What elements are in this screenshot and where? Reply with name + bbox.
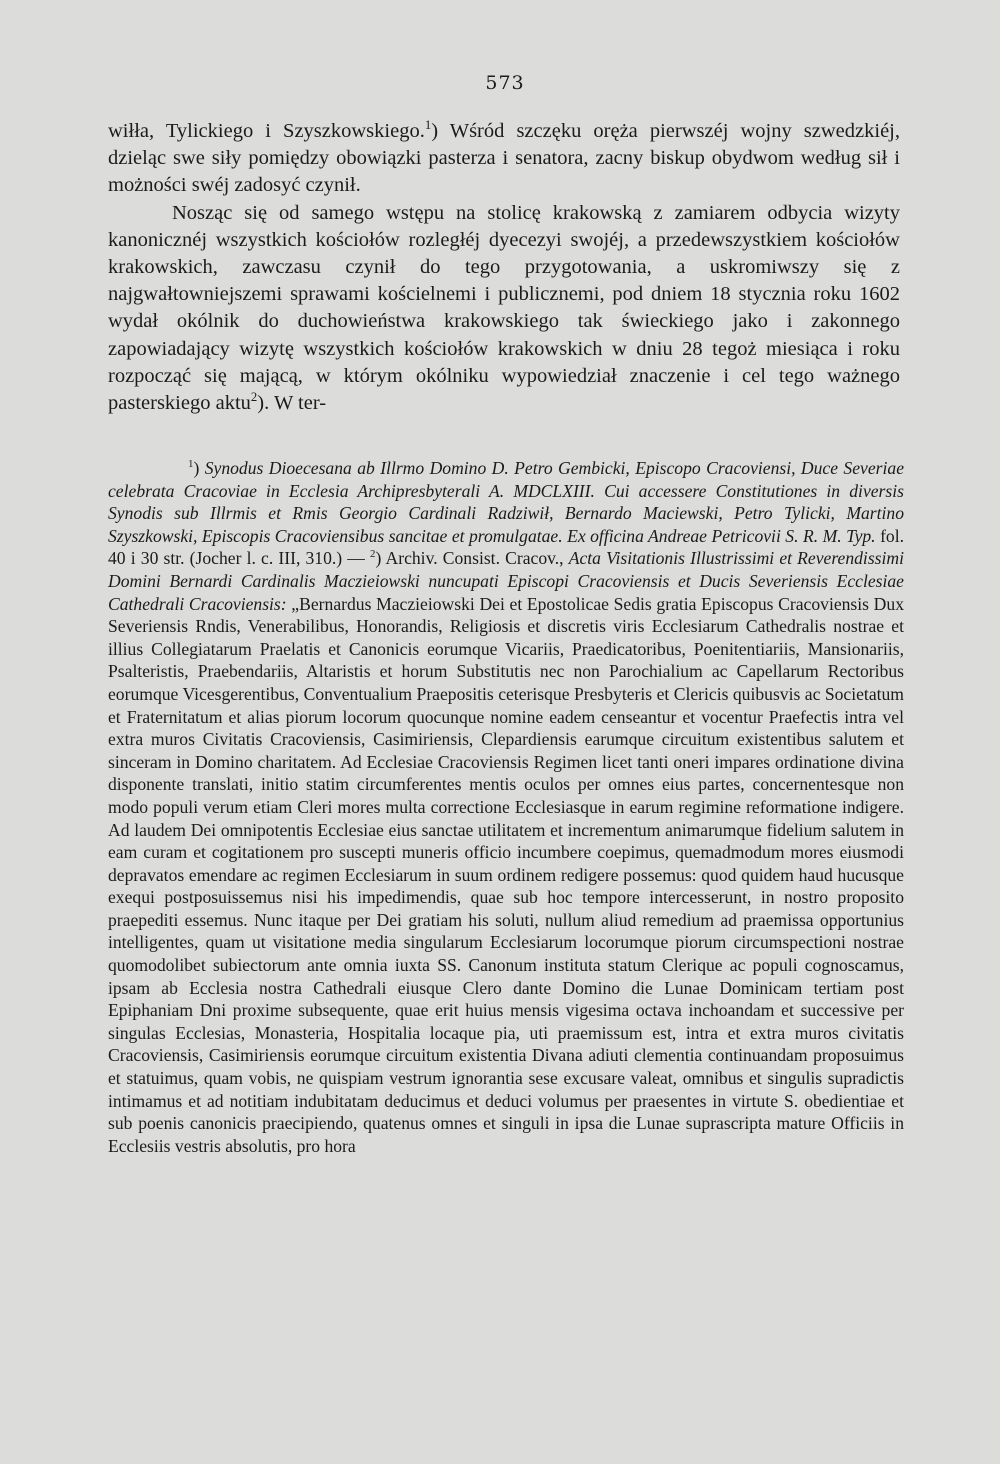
paragraph-1-text-a: wiłła, Tylickiego i Szyszkowskiego. <box>108 120 425 142</box>
footnote-2-marker: 2 <box>370 548 376 561</box>
main-text <box>108 118 900 417</box>
footnote-2-title: Acta Visitationis Illustrissimi et Reverendissimi Domini Bernardi Cardinalis Maczieiowski nuncupati Episcopi Cracoviensis et Ducis Severiensis Ecclesiae Cathedrali Cracoviensis: <box>108 548 904 614</box>
paragraph-1-text-b: ) Wśród szczęku oręża pierwszéj wojny szwedzkiéj, dzieląc swe siły pomiędzy obowiązki pasterza i senatora, zacny biskup obydwom według sił i możności swéj zadosyć czynił. <box>108 120 900 197</box>
footnote-1-rest: fol. 40 i 30 str. (Jocher l. c. III, 310.) — <box>108 525 905 569</box>
footnote-block: $^1$) Synodus Dioecesana ab Illrmo Domino D. Petro Gembicki, Episcopo Cracoviensi, Duce Severiae celebrata Cracoviae in Ecclesia Archipresbyterali A. MDCLXIII. Cui accessere Constitutiones in diversis Synodis sub Illrmis et Rmis Georgio Cardinali Radziwił, Bernardo Maciewski, Petro Tylicki, Martino Szyszkowski, Episcopis Cracoviensibus sancitae et promulgatae. Ex officina Andreae Petricovii S. R. M. Typ. fol. 40 i 30 str. (Jocher l. c. III, 310.) — $^2$) Archiv. Consist. Cracov., Acta Visitationis Illustrissimi et Reverendissimi Domini Bernardi Cardinalis Maczieiowski nuncupati Episcopi Cracoviensis et Ducis Severiensis Ecclesiae Cathedrali Cracoviensis: „Bernardus Maczieiowski Dei et Epostolicae Sedis gratia Episcopus Cracoviensis Dux Severiensis Rndis, Venerabilibus, Honorandis, Religiosis et discretis viris Ecclesiarum Cathedralis nostrae et illius Collegiatarum Praelatis et Canonicis eorumque Vicariis, Praedicatoribus, Poenitentiariis, Mansionariis, Psalteristis, Praebendariis, Altaristis et horum Substitutis nec non Parochialium ac Capellarum Rectoribus eorumque Vicesgerentibus, Conventualium Praepositis ceterisque Presbyteris et Clericis quibusvis ac Societatum et Fraternitatum et alias piorum locorum quocunque nomine eadem censeantur et vocentur Praefectis intra vel extra muros Civitatis Cracoviensis, Casimiriensis, Clepardiensis earumque circuitum existentibus salutem et sinceram in Domino charitatem. Ad Ecclesiae Cracoviensis Regimen licet tanti oneri impares ordinatione divina disponente translati, initio statim circumferentes mentis oculos per omnes eius partes, concernentesque non modo populi verum etiam Cleri mores multa correctione Ecclesiasque in earum regimine reformatione indigere. Ad laudem Dei omnipotentis Ecclesiae eius sanctae utilitatem et incrementum animarumque fidelium salutem in eam curam et cogitationem pro suscepti muneris officio incumbere coepimus, quemadmodum mores eiusmodi depravatos emendare ac regimen Ecclesiarum in suum ordinem redigere possemus: quod quidem haud hucusque exequi postposuissemus nisi his impedimendis, quae sub hoc tempore intercesserunt, in nostro proposito praepediti essemus. Nunc itaque per Dei gratiam his soluti, nullum aliud remedium ad praemissa opportunius intelligentes, quam ut visitatione media singularum Ecclesiarum locorumque piorum circumspectioni nostrae quomodolibet subiectorum ante omnia iuxta SS. Canonum instituta statum Clerique ac populi cognoscamus, ipsam ab Ecclesia nostra Cathedrali eiusque Clero dante Domino die Lunae Dominicam tertiam post Epiphaniam Dni proxime subsequente, quae erit huius mensis vigesima octava inchoandam et successive per singulas Ecclesias, Monasteria, Hospitalia locaque pia, uti praemissum est, intra et extra muros civitatis Cracoviensis, Casimiriensis eorumque circuitum existentia Divana adiuti clementia continuandam proposuimus et statuimus, quam vobis, ne quispiam vestrum ignorantia sese excusare valeat, omnibus et singulis supradictis intimamus et ad notitiam indubitatam deducimus et deduci volumus per praesentes in virtute S. obedientiae et sub poenis canonicis praecipiendo, quatenus omnes et singuli in ipsa die Lunae suprascripta mature Officiis in Ecclesiis vestris absolutis, pro hora <box>108 458 905 1156</box>
page-number: 573 <box>485 72 525 94</box>
footnote-2-text: „Bernardus Maczieiowski Dei et Epostolicae Sedis gratia Episcopus Cracoviensis Dux Severiensis Rndis, Venerabilibus, Honorandis, Religiosis et discretis viris Ecclesiarum Cathedralis nostrae et illius Collegiatarum Praelatis et Canonicis eorumque Vicariis, Praedicatoribus, Poenitentiariis, Mansionariis, Psalteristis, Praebendariis, Altaristis et horum Substitutis nec non Parochialium ac Capellarum Rectoribus eorumque Vicesgerentibus, Conventualium Praepositis ceterisque Presbyteris et Clericis quibusvis ac Societatum et Fraternitatum et alias piorum locorum quocunque nomine eadem censeantur et vocentur Praefectis intra vel extra muros Civitatis Cracoviensis, Casimiriensis, Clepardiensis earumque circuitum existentibus salutem et sinceram in Domino charitatem. Ad Ecclesiae Cracoviensis Regimen licet tanti oneri impares ordinatione divina disponente translati, initio statim circumferentes mentis oculos per omnes eius partes, concernentesque non modo populi verum etiam Cleri mores multa correctione Ecclesiasque in earum regimine reformatione indigere. Ad laudem Dei omnipotentis Ecclesiae eius sanctae utilitatem et incrementum animarumque fidelium salutem in eam curam et cogitationem pro suscepti muneris officio incumbere coepimus, quemadmodum mores eiusmodi depravatos emendare ac regimen Ecclesiarum in suum ordinem redigere possemus: quod quidem haud hucusque exequi postposuissemus nisi his impedimendis, quae sub hoc tempore intercesserunt, in nostro proposito praepediti essemus. Nunc itaque per Dei gratiam his soluti, nullum aliud remedium ad praemissa opportunius intelligentes, quam ut visitatione media singularum Ecclesiarum locorumque piorum circumspectioni nostrae quomodolibet subiectorum ante omnia iuxta SS. Canonum instituta statum Clerique ac populi cognoscamus, ipsam ab Ecclesia nostra Cathedrali eiusque Clero dante Domino die Lunae Dominicam tertiam post Epiphaniam Dni proxime subsequente, quae erit huius mensis vigesima octava inchoandam et successive per singulas Ecclesias, Monasteria, Hospitalia locaque pia, uti praemissum est, intra et extra muros civitatis Cracoviensis, Casimiriensis eorumque circuitum existentia Divana adiuti clementia continuandam proposuimus et statuimus, quam vobis, ne quispiam vestrum ignorantia sese excusare valeat, omnibus et singulis supradictis intimamus et ad notitiam indubitatam deducimus et deduci volumus per praesentes in virtute S. obedientiae et sub poenis canonicis praecipiendo, quatenus omnes et singuli in ipsa die Lunae suprascripta mature Officiis in Ecclesiis vestris absolutis, pro hora <box>108 593 904 1156</box>
paragraph-1 <box>108 118 900 200</box>
footnote-1-marker: 1 <box>188 458 194 471</box>
paragraph-2 <box>108 200 900 418</box>
paragraph-2-text-a: Nosząc się od samego wstępu na stolicę krakowską z zamiarem odbycia wizyty kanonicznéj wszystkich kościołów rozległéj dyecezyi swojéj, a przedewszystkiem kościołów krakowskich, zawczasu czynił do tego przygotowania, a uskromiwszy się z najgwałtowniejszemi sprawami kościelnemi i publicznemi, pod dniem 18 stycznia roku 1602 wydał okólnik do duchowieństwa krakowskiego tak świeckiego jako i zakonnego zapowiadający wizytę wszystkich kościołów krakowskich w dniu 28 tegoż miesiąca i roku rozpocząć się mającą, w którym okólniku wypowiedział znaczenie i cel tego ważnego pasterskiego aktu <box>108 201 900 415</box>
footnotes <box>108 457 904 1157</box>
footnote-ref-2: 2 <box>250 390 258 405</box>
footnote-2-lead: ) Archiv. Consist. Cracov., <box>375 548 569 569</box>
paragraph-2-text-b: ). W ter- <box>257 392 327 415</box>
footnote-1-title: Synodus Dioecesana ab Illrmo Domino D. Petro Gembicki, Episcopo Cracoviensi, Duce Severiae celebrata Cracoviae in Ecclesia Archipresbyterali A. MDCLXIII. Cui accessere Constitutiones in diversis Synodis sub Illrmis et Rmis Georgio Cardinali Radziwił, Bernardo Maciewski, Petro Tylicki, Martino Szyszkowski, Episcopis Cracoviensibus sancitae et promulgatae. Ex officina Andreae Petricovii S. R. M. Typ. <box>108 458 904 546</box>
footnote-ref-1: 1 <box>424 118 432 133</box>
